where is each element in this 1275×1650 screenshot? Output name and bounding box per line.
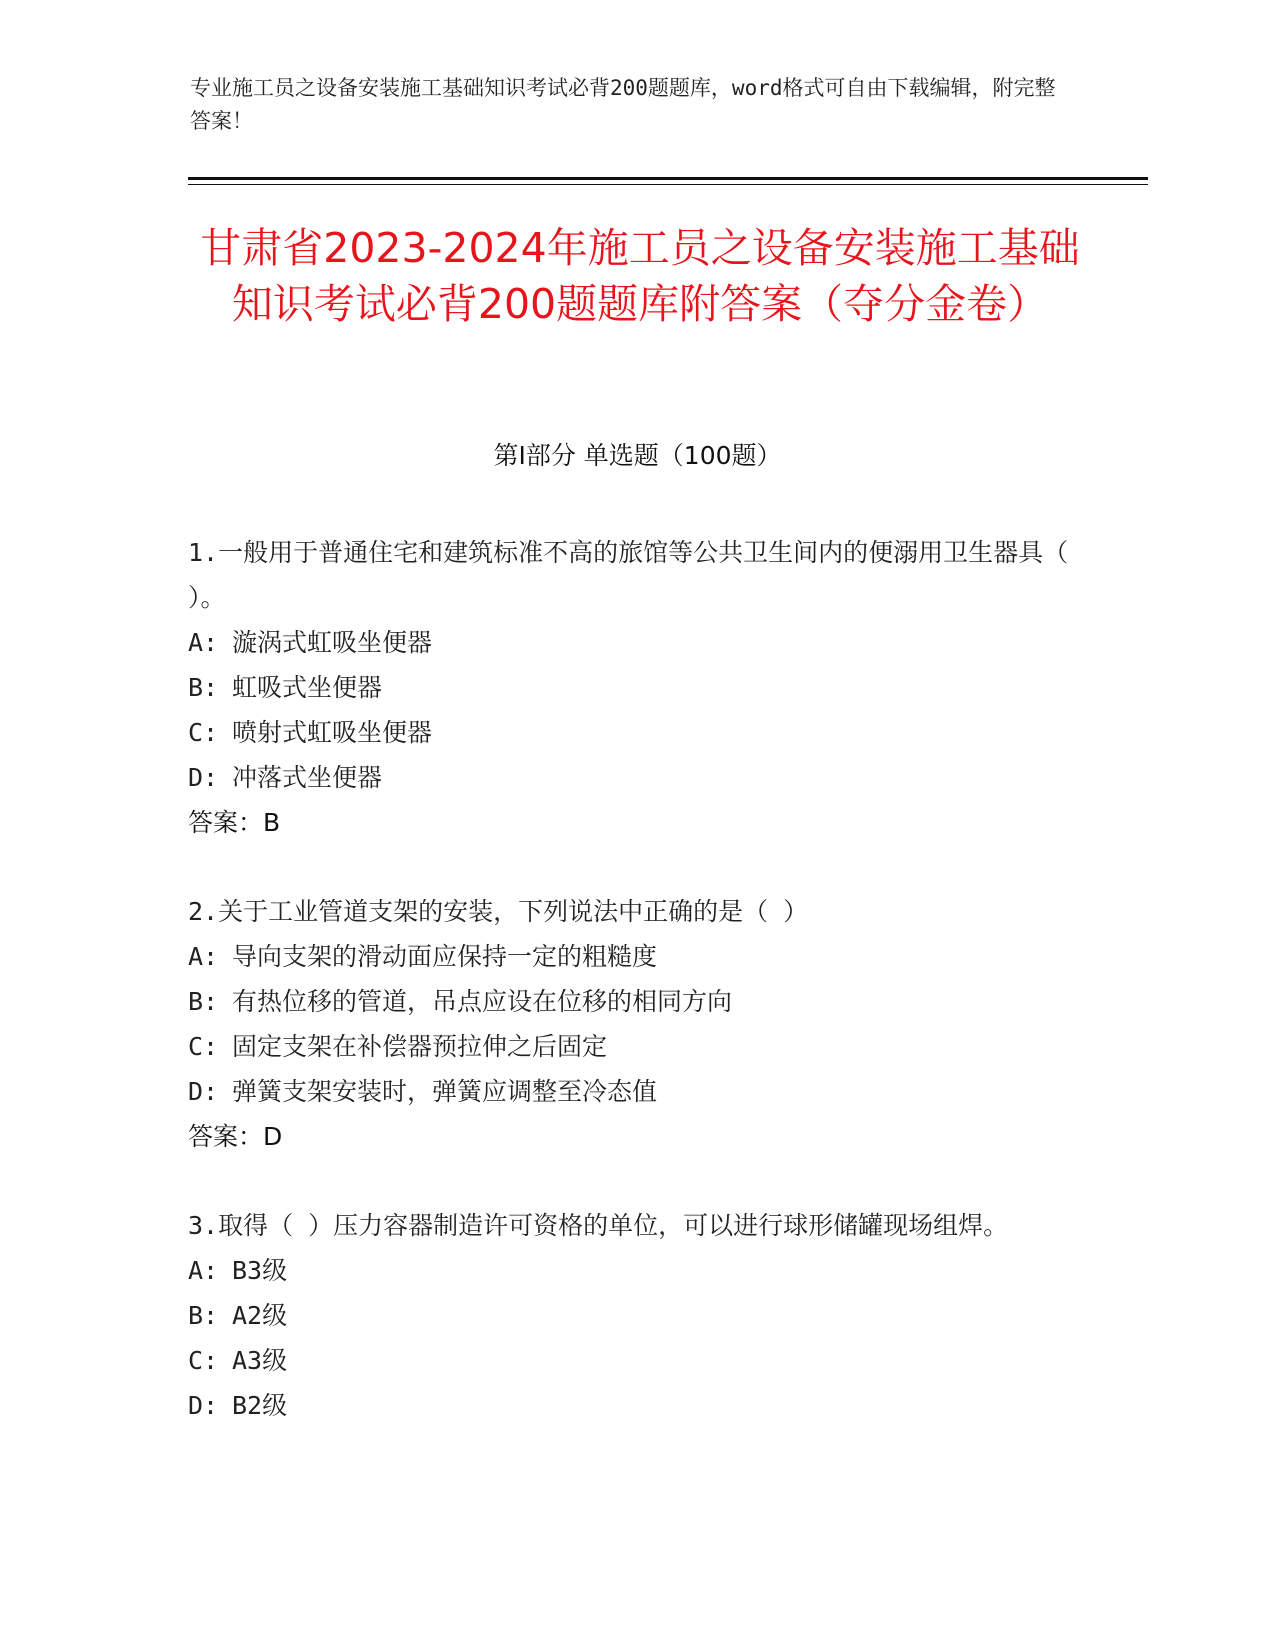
option-key: A: [188, 942, 219, 971]
question-stem: 3.取得（ ）压力容器制造许可资格的单位，可以进行球形储罐现场组焊。 [188, 1211, 1009, 1240]
option-c [188, 710, 1088, 755]
option-b [188, 665, 1088, 710]
question-list [188, 530, 1088, 1472]
option-key: B: [188, 673, 219, 702]
option-c [188, 1024, 1088, 1069]
option-key: C: [188, 1346, 219, 1375]
option-d [188, 755, 1088, 800]
option-text: 固定支架在补偿器预拉伸之后固定 [232, 1032, 608, 1061]
option-text: 漩涡式虹吸坐便器 [232, 628, 433, 657]
option-text: A3级 [232, 1346, 288, 1375]
option-text: B2级 [232, 1391, 288, 1420]
question-2 [188, 889, 1088, 1159]
option-d [188, 1383, 1088, 1428]
option-key: B: [188, 987, 219, 1016]
option-b [188, 1293, 1088, 1338]
question-3 [188, 1203, 1088, 1428]
option-text: B3级 [232, 1256, 288, 1285]
option-text: 弹簧支架安装时，弹簧应调整至冷态值 [232, 1077, 658, 1106]
option-key: A: [188, 1256, 219, 1285]
option-text: 喷射式虹吸坐便器 [232, 718, 433, 747]
header-note: 专业施工员之设备安装施工基础知识考试必背200题题库，word格式可自由下载编辑，附完整答案！ [190, 76, 1056, 133]
header-divider-thin [188, 184, 1148, 185]
option-text: A2级 [232, 1301, 288, 1330]
option-key: B: [188, 1301, 219, 1330]
option-c [188, 1338, 1088, 1383]
option-key: D: [188, 1391, 219, 1420]
section-title: 第I部分 单选题（100题） [493, 441, 782, 470]
question-stem: 1.一般用于普通住宅和建筑标准不高的旅馆等公共卫生间内的便溺用卫生器具（ ）。 [188, 538, 1069, 612]
option-text: 有热位移的管道，吊点应设在位移的相同方向 [232, 987, 733, 1016]
option-d [188, 1069, 1088, 1114]
option-a [188, 620, 1088, 665]
option-text: 导向支架的滑动面应保持一定的粗糙度 [232, 942, 658, 971]
header-divider-thick [188, 177, 1148, 180]
option-key: A: [188, 628, 219, 657]
answer-line: 答案：B [188, 808, 281, 837]
option-key: D: [188, 1077, 219, 1106]
option-a [188, 934, 1088, 979]
document-title: 甘肃省2023-2024年施工员之设备安装施工基础知识考试必背200题题库附答案（夺分金卷） [200, 224, 1080, 328]
question-1 [188, 530, 1088, 845]
option-text: 虹吸式坐便器 [232, 673, 383, 702]
option-text: 冲落式坐便器 [232, 763, 383, 792]
option-key: D: [188, 763, 219, 792]
option-a [188, 1248, 1088, 1293]
option-key: C: [188, 718, 219, 747]
option-key: C: [188, 1032, 219, 1061]
question-stem: 2.关于工业管道支架的安装，下列说法中正确的是（ ） [188, 897, 809, 926]
option-b [188, 979, 1088, 1024]
answer-line: 答案：D [188, 1122, 283, 1151]
